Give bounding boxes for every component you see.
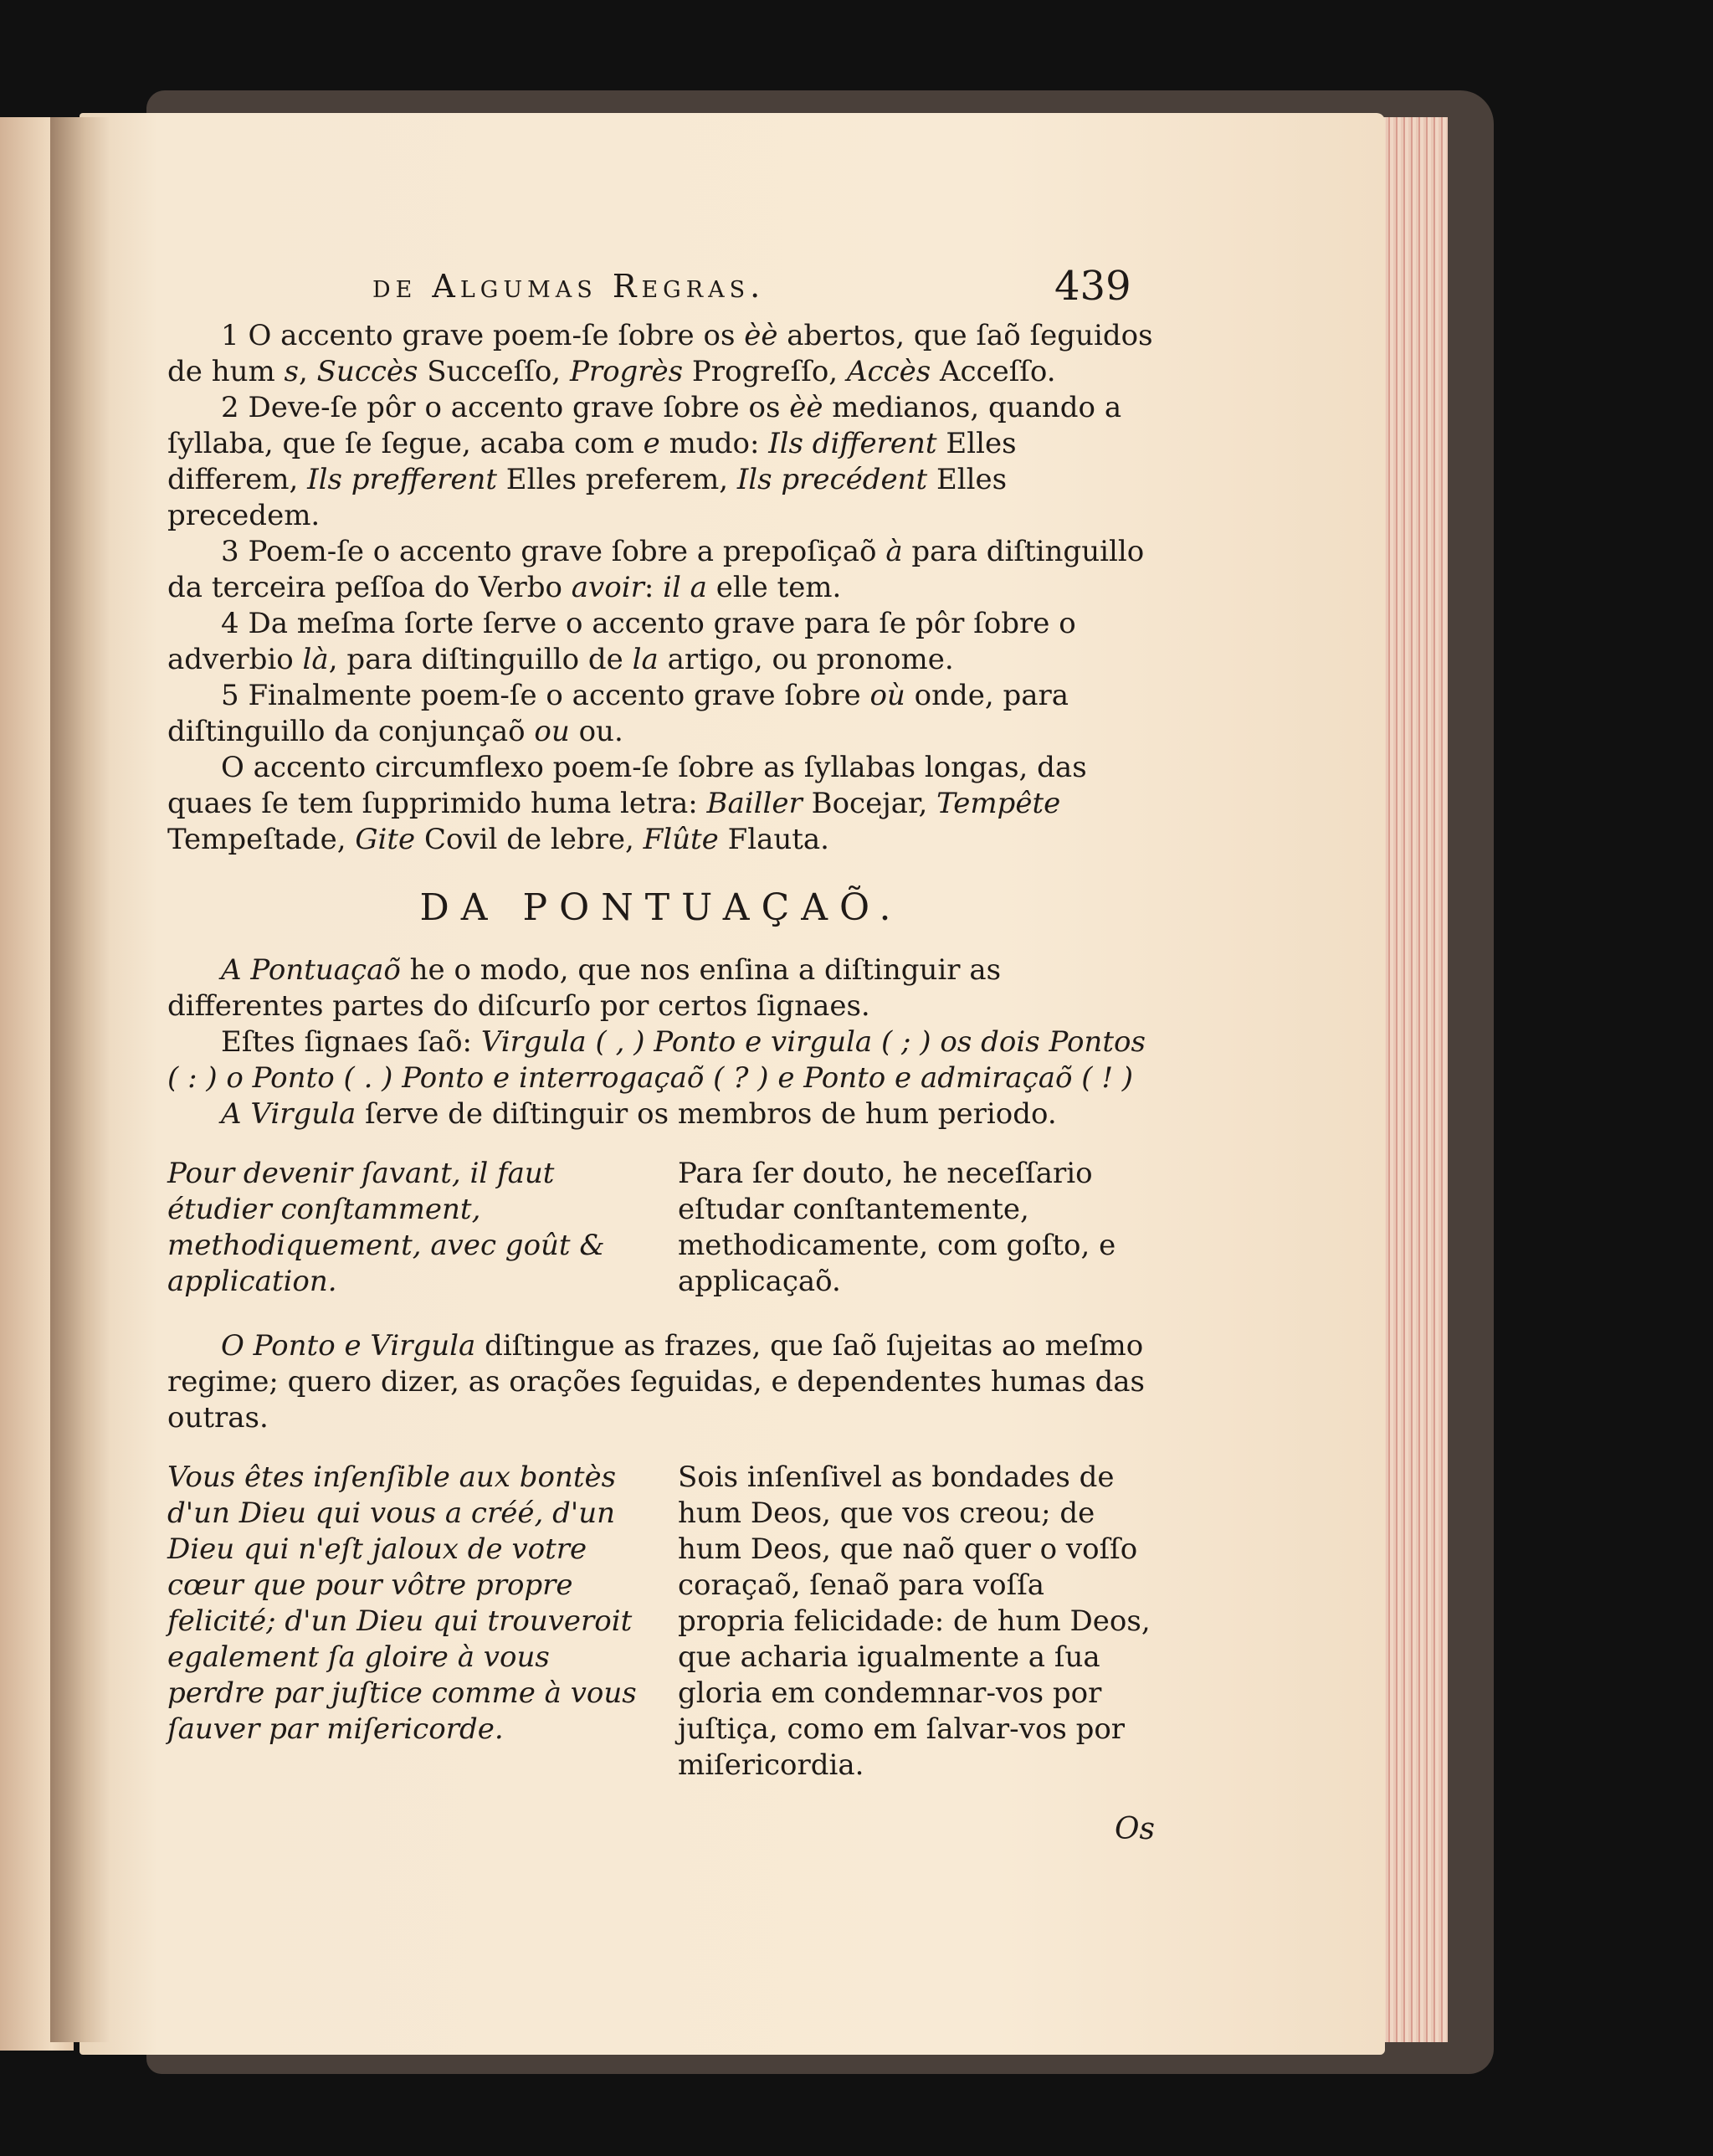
page-number: 439 (1054, 263, 1131, 310)
text: Progreſſo, (683, 355, 847, 388)
text: Finalmente poem-ſe o accento grave ſobre (248, 679, 870, 712)
text: ſerve de diſtinguir os membros de hum periodo. (356, 1097, 1057, 1131)
example: Ils precédent (736, 463, 928, 496)
comma-rule (167, 1096, 1155, 1132)
text: Elles preferem, (497, 463, 737, 496)
text: Da meſma ſorte ſerve o accento grave para ſe pôr ſobre o adverbio (167, 607, 1076, 676)
section-heading: DA PONTUAÇAÕ. (419, 886, 903, 929)
text: Poem-ſe o accento grave ſobre a prepoſiçaõ (248, 535, 886, 568)
rule-2 (167, 390, 1155, 534)
page-text (167, 263, 1155, 1846)
term: O Ponto e Virgula (221, 1329, 476, 1363)
text: ou. (569, 715, 623, 748)
rule-5 (167, 678, 1155, 750)
rule-number: 3 (221, 535, 239, 568)
rule-1 (167, 318, 1155, 390)
portuguese-translation: Para ſer douto, he neceſſario eſtudar conſtantemente, methodicamente, com goſto, e applicaçaõ. (678, 1157, 1116, 1298)
running-header (167, 263, 1155, 318)
example: s (284, 355, 299, 388)
text: Deve-ſe pôr o accento grave ſobre os (248, 391, 790, 424)
example: Bailler (706, 787, 803, 820)
text: O accento circumflexo poem-ſe ſobre as ſyllabas longas, das quaes ſe tem ſupprimido huma letra: (167, 751, 1087, 820)
text: , (299, 355, 317, 388)
rule-4 (167, 606, 1155, 678)
example: e (643, 427, 660, 460)
text: elle tem. (706, 571, 842, 604)
rule-number: 5 (221, 679, 239, 712)
example: Tempête (936, 787, 1061, 820)
text: Succeſſo, (418, 355, 570, 388)
rule-3 (167, 534, 1155, 606)
example: Accès (846, 355, 931, 388)
text: , para diſtinguillo de (328, 643, 633, 676)
punctuation-definition (167, 952, 1155, 1024)
example: Succès (316, 355, 418, 388)
example: Ils prefferent (307, 463, 497, 496)
text: abertos, que ſaõ ſeguidos de hum (167, 319, 1153, 388)
text: para diſtinguillo da terceira peſſoa do Verbo (167, 535, 1145, 604)
running-head-title: de Algumas Regras. (372, 268, 766, 305)
example-pair-2 (167, 1460, 1155, 1784)
punctuation-signs (167, 1024, 1155, 1096)
example: la (632, 643, 659, 676)
text: onde, para diſtinguillo da conjunçaõ (167, 679, 1069, 748)
example: Ils different (768, 427, 937, 460)
circumflex-rule (167, 750, 1155, 858)
text: Elles precedem. (167, 463, 1008, 532)
rule-number: 1 (221, 319, 239, 352)
text: O accento grave poem-ſe ſobre os (248, 319, 745, 352)
example: il a (663, 571, 707, 604)
example: à (885, 535, 903, 568)
text: he o modo, que nos enſina a diſtinguir as differentes partes do diſcurſo por certos ſignaes. (167, 953, 1002, 1023)
text: medianos, quando a ſyllaba, que ſe ſegue, acaba com (167, 391, 1122, 460)
example: èè (744, 319, 778, 352)
body-text (167, 318, 1155, 1846)
text: Elles differem, (167, 427, 1017, 496)
example: avoir (571, 571, 644, 604)
text: Acceſſo. (931, 355, 1056, 388)
text: artigo, ou pronome. (658, 643, 954, 676)
portuguese-translation: Sois inſenſivel as bondades de hum Deos, que vos creou; de hum Deos, que naõ quer o voſſo coraçaõ, ſenaõ para voſſa propria felicidade: de hum Deos, que acharia igualmente a ſua gloria em condemnar-vos por juſtiça, como em ſalvar-vos por miſericordia. (678, 1460, 1151, 1782)
example: Flûte (643, 823, 719, 856)
term: A Virgula (221, 1097, 356, 1131)
text: Eſtes ſignaes ſaõ: (221, 1025, 481, 1059)
catchword: Os (1115, 1812, 1155, 1846)
signs-list: Virgula ( , ) Ponto e virgula ( ; ) os dois Pontos ( : ) o Ponto ( . ) Ponto e interrogaçaõ ( ? ) e Ponto e admiraçaõ ( ! ) (167, 1025, 1146, 1095)
example: Progrès (569, 355, 684, 388)
rule-number: 4 (221, 607, 239, 640)
example: Gite (355, 823, 416, 856)
french-example: Vous êtes inſenſible aux bontès d'un Dieu qui vous a créé, d'un Dieu qui n'eſt jaloux de votre cœur que pour vôtre propre felicité; d'un Dieu qui trouveroit egalement ſa gloire à vous perdre par juſtice comme à vous ſauver par miſericorde. (167, 1460, 637, 1746)
french-example: Pour devenir ſavant, il faut étudier conſtamment, methodiquement, avec goût & application. (167, 1157, 605, 1298)
gutter-shadow (50, 117, 109, 2042)
text: diſtingue as frazes, que ſaõ ſujeitas ao meſmo regime; quero dizer, as orações ſeguidas, e dependentes humas das outras. (167, 1329, 1145, 1435)
example: où (869, 679, 905, 712)
semicolon-rule (167, 1328, 1155, 1436)
text: : (644, 571, 664, 604)
example: ou (534, 715, 570, 748)
text: Bocejar, (802, 787, 937, 820)
text: Flauta. (718, 823, 829, 856)
text: Covil de lebre, (415, 823, 644, 856)
text: Tempeſtade, (167, 823, 356, 856)
text: mudo: (659, 427, 769, 460)
example-pair-1 (167, 1156, 1155, 1300)
example: là (302, 643, 329, 676)
example: èè (789, 391, 823, 424)
term: A Pontuaçaõ (221, 953, 401, 987)
rule-number: 2 (221, 391, 239, 424)
